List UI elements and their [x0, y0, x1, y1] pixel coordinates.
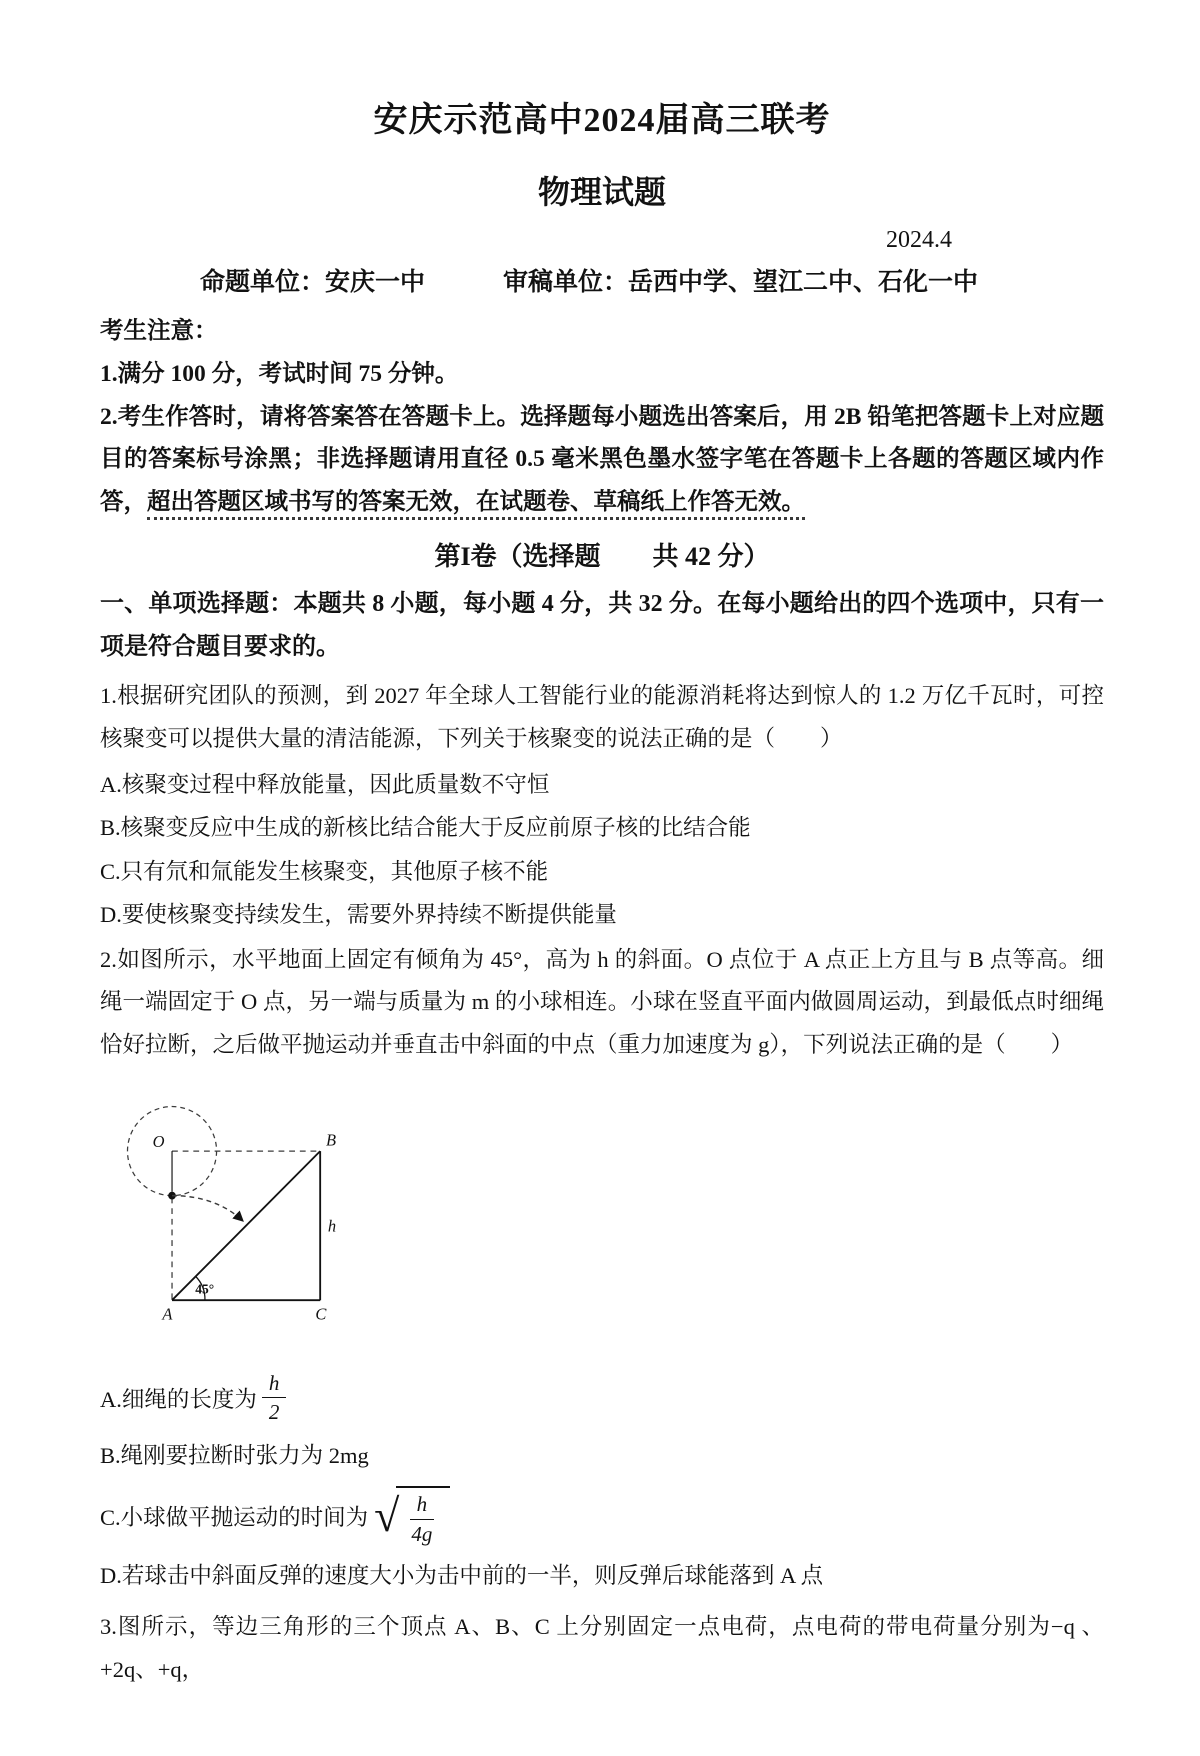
vertex-label-O: O — [152, 1132, 165, 1152]
notice-item-2-text: 2.考生作答时，请将答案答在答题卡上。选择题每小题选出答案后，用 2B 铅笔把答题卡上对应题目的答案标号涂黑；非选择题请用直径 0.5 毫米黑色墨水签字笔在答题卡上各题的答题区域内作答， — [100, 403, 1104, 516]
question-2-option-b: B.绳刚要拉断时张力为 2mg — [100, 1442, 369, 1468]
incline-diagram — [112, 1091, 356, 1339]
option-c-fraction — [404, 1492, 439, 1545]
angle-label: 45° — [195, 1281, 215, 1297]
question-1-option-a: A.核聚变过程中释放能量，因此质量数不守恒 — [100, 771, 550, 797]
fraction-denominator: 4g — [411, 1521, 433, 1546]
option-c-square-root — [374, 1486, 450, 1545]
subject-title: 物理试题 — [537, 174, 666, 210]
question-1 — [100, 675, 1104, 936]
units-line — [200, 262, 1104, 298]
fraction-denominator: 2 — [268, 1400, 280, 1425]
question-2 — [100, 939, 1104, 1597]
question-2-option-a — [100, 1370, 1104, 1426]
question-2-option-c — [100, 1486, 1104, 1545]
question-2-figure — [112, 1091, 1104, 1344]
exam-title: 安庆示范高中2024届高三联考 — [373, 102, 831, 139]
question-3-stem: 3.图所示，等边三角形的三个顶点 A、B、C 上分别固定一点电荷，点电荷的带电荷量分别为−q 、+2q、+q， — [100, 1614, 1104, 1682]
incline-face-A-B — [172, 1151, 320, 1300]
notice-heading: 考生注意： — [100, 318, 218, 344]
vertex-label-C: C — [315, 1304, 327, 1324]
exam-date: 2024.4 — [886, 227, 952, 253]
vertex-label-A: A — [162, 1304, 173, 1324]
vertex-label-B: B — [325, 1130, 337, 1150]
question-1-stem: 1.根据研究团队的预测，到 2027 年全球人工智能行业的能源消耗将达到惊人的 1.2 万亿千瓦时，可控核聚变可以提供大量的清洁能源，下列关于核聚变的说法正确的是（ ） — [100, 683, 1104, 751]
fraction-numerator: h — [410, 1492, 435, 1519]
height-label-h: h — [327, 1216, 337, 1236]
fraction-numerator: h — [262, 1371, 287, 1398]
proposer-unit: 命题单位：安庆一中 — [200, 269, 426, 296]
question-1-option-c: C.只有氘和氚能发生核聚变，其他原子核不能 — [100, 858, 549, 884]
notice-item-1: 1.满分 100 分，考试时间 75 分钟。 — [100, 360, 459, 387]
radical-sign: √ — [374, 1490, 400, 1542]
candidate-notice-block — [100, 310, 1104, 524]
section-1-header: 第I卷（选择题 共 42 分） — [434, 541, 770, 571]
option-c-text: C.小球做平抛运动的时间为 — [100, 1505, 369, 1531]
question-1-option-b: B.核聚变反应中生成的新核比结合能大于反应前原子核的比结合能 — [100, 815, 751, 841]
question-2-option-d: D.若球击中斜面反弹的速度大小为击中前的一半，则反弹后球能落到 A 点 — [100, 1562, 824, 1588]
notice-item-2 — [100, 396, 1104, 524]
question-1-option-d: D.要使核聚变持续发生，需要外界持续不断提供能量 — [100, 902, 617, 928]
notice-item-2-emphasized: 超出答题区域书写的答案无效，在试题卷、草稿纸上作答无效。 — [147, 489, 805, 520]
option-a-text: A.细绳的长度为 — [100, 1386, 257, 1412]
question-2-stem: 2.如图所示，水平地面上固定有倾角为 45°，高为 h 的斜面。O 点位于 A 点正上方且与 B 点等高。细绳一端固定于 O 点，另一端与质量为 m 的小球相连。小球在竖直平面内做圆周运动，到最低点时细绳恰好拉断，之后做平抛运动并垂直击中斜面的中点（重力加速度为 g），下列说法正确的是（ ） — [100, 946, 1104, 1058]
question-3 — [100, 1606, 1104, 1692]
projectile-trajectory-arrow — [172, 1196, 243, 1221]
option-a-fraction — [262, 1371, 287, 1424]
part-1-header: 一、单项选择题：本题共 8 小题，每小题 4 分，共 32 分。在每小题给出的四个选项中，只有一项是符合题目要求的。 — [100, 590, 1104, 661]
reviewer-unit: 审稿单位：岳西中学、望江二中、石化一中 — [503, 269, 979, 296]
